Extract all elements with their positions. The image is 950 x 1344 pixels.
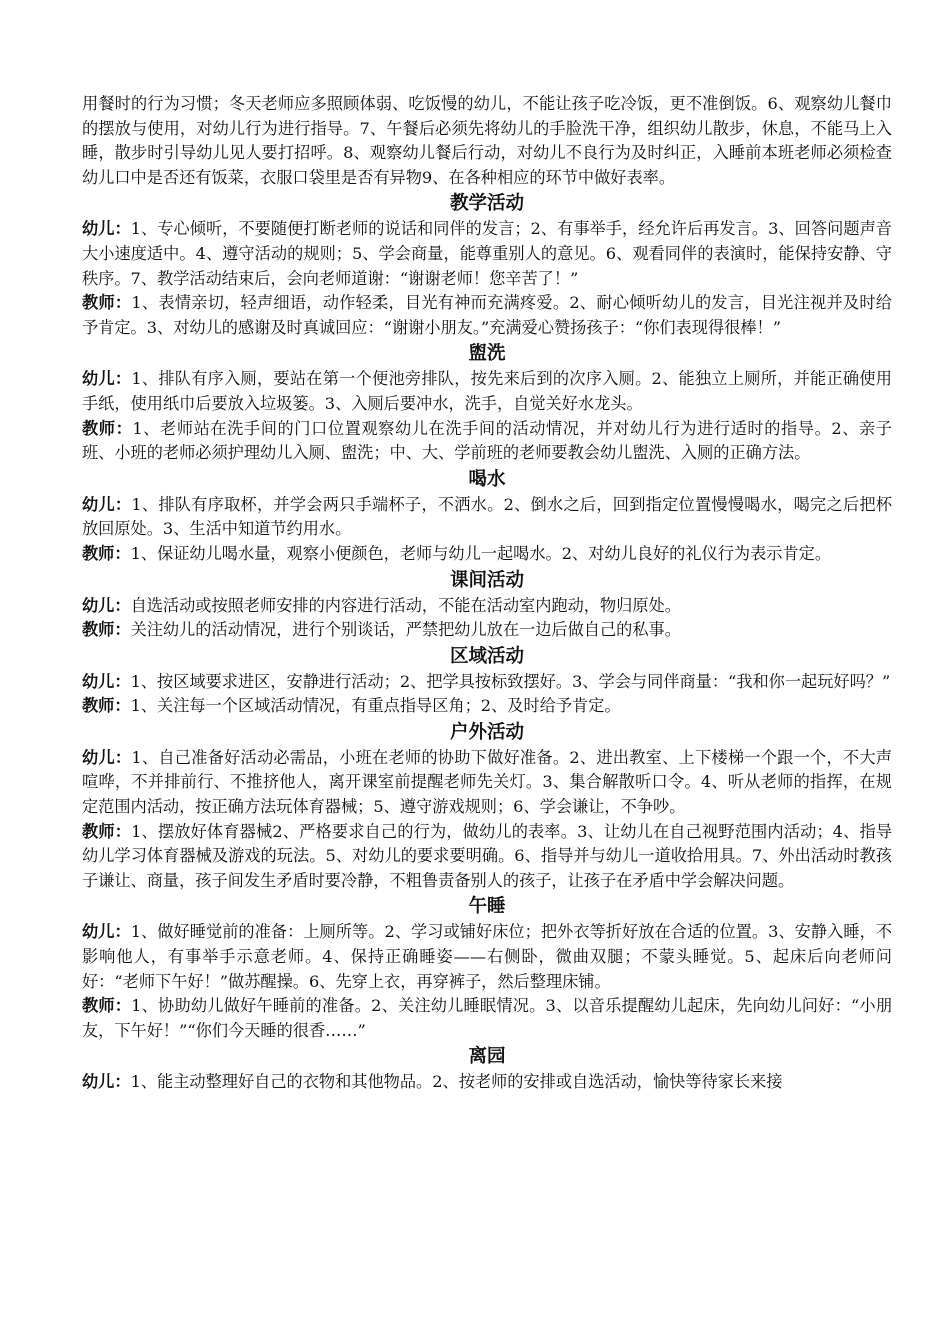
child-text: 1、自己准备好活动必需品，小班在老师的协助下做好准备。2、进出教室、上下楼梯一个跟一个，不大声喧哗，不并排前行、不推挤他人，离开课室前提醒老师先关灯。3、集合解散听口令。4、听从老师的指挥，在规定范围内活动，按正确方法玩体育器械；5、遵守游戏规则；6、学会谦让，不争吵。	[82, 747, 892, 817]
teacher-label: 教师：	[82, 293, 132, 313]
teacher-label: 教师：	[82, 821, 132, 841]
section-break	[82, 567, 892, 643]
section-washing	[82, 340, 892, 465]
teacher-text: 1、关注每一个区域活动情况，有重点指导区角；2、及时给予肯定。	[130, 696, 621, 716]
child-label: 幼儿：	[82, 671, 131, 691]
child-label: 幼儿：	[82, 369, 132, 389]
teacher-text: 关注幼儿的活动情况，进行个别谈话，严禁把幼儿放在一边后做自己的私事。	[130, 620, 681, 640]
section-nap	[82, 893, 892, 1043]
child-text: 1、排队有序入厕，要站在第一个便池旁排队，按先来后到的次序入厕。2、能独立上厕所，并能正确使用手纸，使用纸巾后要放入垃圾篓。3、入厕后要冲水，洗手，自觉关好水龙头。	[82, 369, 892, 413]
child-entry	[82, 594, 892, 619]
child-text: 1、按区域要求进区，安静进行活动；2、把学具按标致摆好。3、学会与同伴商量：“我和你一起玩好吗？”	[130, 671, 891, 691]
teacher-text: 1、表情亲切，轻声细语，动作轻柔，目光有神而充满疼爱。2、耐心倾听幼儿的发言，目光注视并及时给予肯定。3、对幼儿的感谢及时真诚回应：“谢谢小朋友。”充满爱心赞扬孩子：“你们表现得很棒！”	[82, 293, 892, 337]
teacher-label: 教师：	[82, 696, 131, 716]
child-text: 1、排队有序取杯，并学会两只手端杯子，不洒水。2、倒水之后，回到指定位置慢慢喝水，喝完之后把杯放回原处。3、生活中知道节约用水。	[82, 494, 892, 539]
child-entry	[82, 746, 892, 820]
child-text: 1、做好睡觉前的准备：上厕所等。2、学习或铺好床位；把外衣等折好放在合适的位置。3、安静入睡，不影响他人，有事举手示意老师。4、保持正确睡姿——右侧卧，微曲双腿；不蒙头睡觉。5、起床后向老师问好：“老师下午好！”做苏醒操。6、先穿上衣，再穿裤子，然后整理床铺。	[82, 922, 893, 991]
teacher-label: 教师：	[82, 620, 131, 640]
intro-paragraph: 用餐时的行为习惯；冬天老师应多照顾体弱、吃饭慢的幼儿，不能让孩子吃冷饭，更不准倒饭。6、观察幼儿餐巾的摆放与使用，对幼儿行为进行指导。7、午餐后必须先将幼儿的手脸洗干净，组织幼儿散步，休息，不能马上入睡，散步时引导幼儿见人要打招呼。8、观察幼儿餐后行动，对幼儿不良行为及时纠正，入睡前本班老师必须检查幼儿口中是否还有饭菜，衣服口袋里是否有异物9、在各种相应的环节中做好表率。	[82, 94, 892, 187]
child-entry	[82, 920, 892, 994]
child-label: 幼儿：	[82, 922, 131, 942]
teacher-label: 教师：	[82, 418, 133, 438]
teacher-text: 1、老师站在洗手间的门口位置观察幼儿在洗手间的活动情况，并对幼儿行为进行适时的指导。2、亲子班、小班的老师必须护理幼儿入厕、盥洗；中、大、学前班的老师要教会幼儿盥洗、入厕的正确方法。	[82, 418, 892, 463]
section-drinking	[82, 466, 892, 567]
child-entry	[82, 670, 892, 695]
section-title: 教学活动	[449, 193, 524, 215]
child-text: 1、专心倾听，不要随便打断老师的说话和同伴的发言；2、有事举手，经允许后再发言。3、回答问题声音大小速度适中。4、遵守活动的规则；5、学会商量，能尊重别人的意见。6、观看同伴的表演时，能保持安静、守秩序。7、教学活动结束后，会向老师道谢：“谢谢老师！您辛苦了！”	[82, 219, 892, 288]
section-area	[82, 643, 892, 719]
teacher-label: 教师：	[82, 543, 131, 563]
section-outdoor	[82, 719, 892, 894]
section-title: 盥洗	[468, 343, 506, 365]
child-label: 幼儿：	[82, 1072, 131, 1092]
section-title: 课间活动	[449, 569, 524, 591]
teacher-entry	[82, 618, 892, 643]
section-teaching	[82, 190, 892, 340]
teacher-entry	[82, 417, 892, 466]
teacher-entry	[82, 542, 892, 567]
child-entry	[82, 217, 892, 291]
teacher-text: 1、摆放好体育器械2、严格要求自己的行为，做幼儿的表率。3、让幼儿在自己视野范围内活动；4、指导幼儿学习体育器械及游戏的玩法。5、对幼儿的要求要明确。6、指导并与幼儿一道收拾用具。7、外出活动时教孩子谦让、商量，孩子间发生矛盾时要冷静，不粗鲁责备别人的孩子，让孩子在矛盾中学会解决问题。	[82, 821, 893, 890]
section-title: 喝水	[468, 468, 506, 490]
teacher-entry	[82, 994, 892, 1043]
child-entry	[82, 493, 892, 542]
teacher-entry	[82, 820, 892, 894]
teacher-entry	[82, 694, 892, 719]
child-text: 1、能主动整理好自己的衣物和其他物品。2、按老师的安排或自选活动，愉快等待家长来接	[130, 1072, 783, 1092]
section-title: 户外活动	[449, 721, 524, 743]
teacher-text: 1、保证幼儿喝水量，观察小便颜色，老师与幼儿一起喝水。2、对幼儿良好的礼仪行为表示肯定。	[130, 543, 832, 563]
teacher-label: 教师：	[82, 996, 132, 1016]
section-title: 离园	[468, 1046, 506, 1068]
section-leaving	[82, 1043, 892, 1095]
section-title: 午睡	[468, 896, 506, 918]
child-label: 幼儿：	[82, 494, 132, 514]
section-title: 区域活动	[449, 645, 524, 667]
child-text: 自选活动或按照老师安排的内容进行活动，不能在活动室内跑动，物归原处。	[130, 595, 681, 615]
child-entry	[82, 367, 892, 416]
child-label: 幼儿：	[82, 595, 131, 615]
teacher-text: 1、协助幼儿做好午睡前的准备。2、关注幼儿睡眠情况。3、以音乐提醒幼儿起床，先向幼儿问好：“小朋友，下午好！”“你们今天睡的很香……”	[82, 996, 893, 1040]
child-entry	[82, 1070, 892, 1095]
child-label: 幼儿：	[82, 219, 131, 239]
child-label: 幼儿：	[82, 747, 132, 767]
teacher-entry	[82, 291, 892, 340]
